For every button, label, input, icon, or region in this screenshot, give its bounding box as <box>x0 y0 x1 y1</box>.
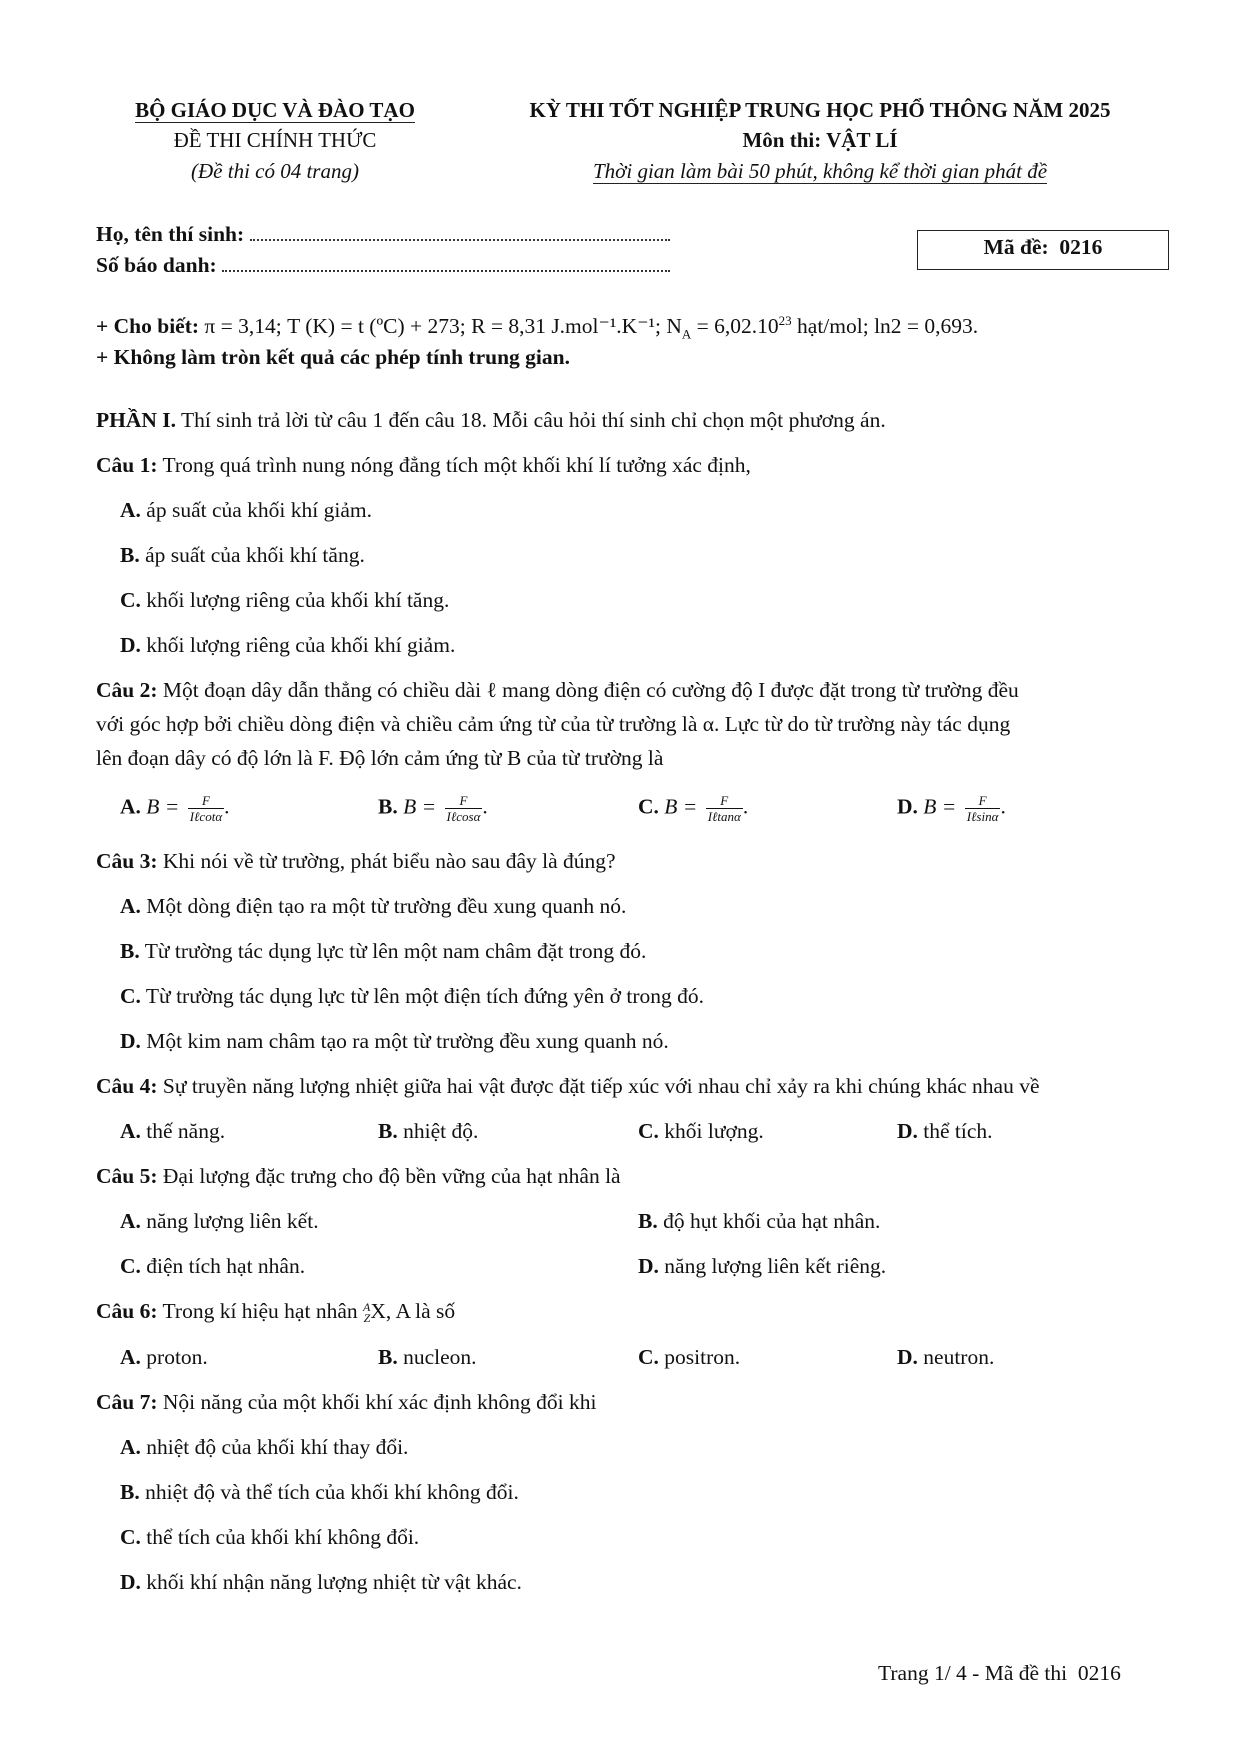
q2-option-a: A. B = $\frac{F}{\text{Iℓcotα}}$ . <box>120 793 230 824</box>
q7-option-d: D. khối khí nhận năng lượng nhiệt từ vật khác. <box>120 1570 522 1594</box>
part1-instruction: PHẦN I. Thí sinh trả lời từ câu 1 đến câu 18. Mỗi câu hỏi thí sinh chỉ chọn một phương án. <box>96 408 886 432</box>
question-7: Câu 7: Nội năng của một khối khí xác định không đổi khi <box>96 1390 597 1414</box>
q5-option-b: B. độ hụt khối của hạt nhân. <box>638 1209 881 1233</box>
q6-option-a: A. proton. <box>120 1345 208 1369</box>
q6-option-c: C. positron. <box>638 1345 741 1369</box>
time-note: Thời gian làm bài 50 phút, không kể thời gian phát đề <box>592 159 1048 183</box>
exam-code-box <box>917 230 1169 270</box>
q4-option-a: A. thế năng. <box>120 1119 226 1143</box>
exam-title: KỲ THI TỐT NGHIỆP TRUNG HỌC PHỔ THÔNG NĂM 2025 <box>529 98 1111 122</box>
q2-option-c: C. B = $\frac{F}{\text{Iℓtanα}}$ . <box>638 793 749 824</box>
question-2-line1: Câu 2: Một đoạn dây dẫn thẳng có chiều dài ℓ mang dòng điện có cường độ I được đặt trong từ trường đều <box>96 678 1019 702</box>
page-footer: Trang 1/ 4 - Mã đề thi 0216 <box>878 1661 1121 1685</box>
question-2-line3: lên đoạn dây có độ lớn là F. Độ lớn cảm ứng từ B của từ trường là <box>96 746 664 770</box>
nuclide-indices: A Z <box>363 1300 371 1326</box>
question-1: Câu 1: Trong quá trình nung nóng đẳng tích một khối khí lí tưởng xác định, <box>96 453 751 477</box>
q5-option-a: A. năng lượng liên kết. <box>120 1209 319 1233</box>
question-3: Câu 3: Khi nói về từ trường, phát biểu nào sau đây là đúng? <box>96 849 616 873</box>
given-constants: + Cho biết: π = 3,14; T (K) = t (ºC) + 273; R = 8,31 J.mol⁻¹.K⁻¹; $N_A = 6,02.10^{23}$ hạt/mol; ln2 = 0,693. <box>96 313 979 342</box>
question-4: Câu 4: Sự truyền năng lượng nhiệt giữa hai vật được đặt tiếp xúc với nhau chỉ xảy ra khi chúng khác nhau về <box>96 1074 1040 1098</box>
question-6: Câu 6: Trong kí hiệu hạt nhân A Z X, A là số <box>96 1299 456 1326</box>
q1-option-d: D. khối lượng riêng của khối khí giảm. <box>120 633 456 657</box>
q3-option-d: D. Một kim nam châm tạo ra một từ trường đều xung quanh nó. <box>120 1029 669 1053</box>
exam-code: Mã đề: 0216 <box>983 235 1103 259</box>
q5-option-c: C. điện tích hạt nhân. <box>120 1254 306 1278</box>
q4-option-b: B. nhiệt độ. <box>378 1119 479 1143</box>
ministry-name: BỘ GIÁO DỤC VÀ ĐÀO TẠO <box>135 98 415 122</box>
candidate-id-line: Số báo danh: <box>96 253 670 278</box>
candidate-id-dots <box>222 256 670 272</box>
pages-note: (Đề thi có 04 trang) <box>191 159 359 183</box>
q7-option-a: A. nhiệt độ của khối khí thay đổi. <box>120 1435 409 1459</box>
q4-option-c: C. khối lượng. <box>638 1119 764 1143</box>
q3-option-c: C. Từ trường tác dụng lực từ lên một điện tích đứng yên ở trong đó. <box>120 984 704 1008</box>
q3-option-a: A. Một dòng điện tạo ra một từ trường đều xung quanh nó. <box>120 894 627 918</box>
q1-option-b: B. áp suất của khối khí tăng. <box>120 543 365 567</box>
official-label: ĐỀ THI CHÍNH THỨC <box>173 128 377 152</box>
no-rounding-note: + Không làm tròn kết quả các phép tính trung gian. <box>96 345 570 369</box>
q2-option-d: D. B = $\frac{F}{\text{Iℓsinα}}$ . <box>897 793 1006 824</box>
q6-option-b: B. nucleon. <box>378 1345 477 1369</box>
q5-option-d: D. năng lượng liên kết riêng. <box>638 1254 887 1278</box>
q1-option-a: A. áp suất của khối khí giảm. <box>120 498 372 522</box>
q7-option-c: C. thể tích của khối khí không đổi. <box>120 1525 420 1549</box>
q1-option-c: C. khối lượng riêng của khối khí tăng. <box>120 588 450 612</box>
question-5: Câu 5: Đại lượng đặc trưng cho độ bền vững của hạt nhân là <box>96 1164 621 1188</box>
q6-option-d: D. neutron. <box>897 1345 995 1369</box>
candidate-name-dots <box>250 225 670 241</box>
q7-option-b: B. nhiệt độ và thể tích của khối khí không đổi. <box>120 1480 519 1504</box>
question-2-line2: với góc hợp bởi chiều dòng điện và chiều cảm ứng từ của từ trường là α. Lực từ do từ trường này tác dụng <box>96 712 1011 736</box>
subject-line: Môn thi: VẬT LÍ <box>742 128 898 152</box>
q2-option-b: B. B = $\frac{F}{\text{Iℓcosα}}$ . <box>378 793 488 824</box>
q3-option-b: B. Từ trường tác dụng lực từ lên một nam châm đặt trong đó. <box>120 939 647 963</box>
candidate-name-line: Họ, tên thí sinh: <box>96 222 670 247</box>
q4-option-d: D. thể tích. <box>897 1119 993 1143</box>
